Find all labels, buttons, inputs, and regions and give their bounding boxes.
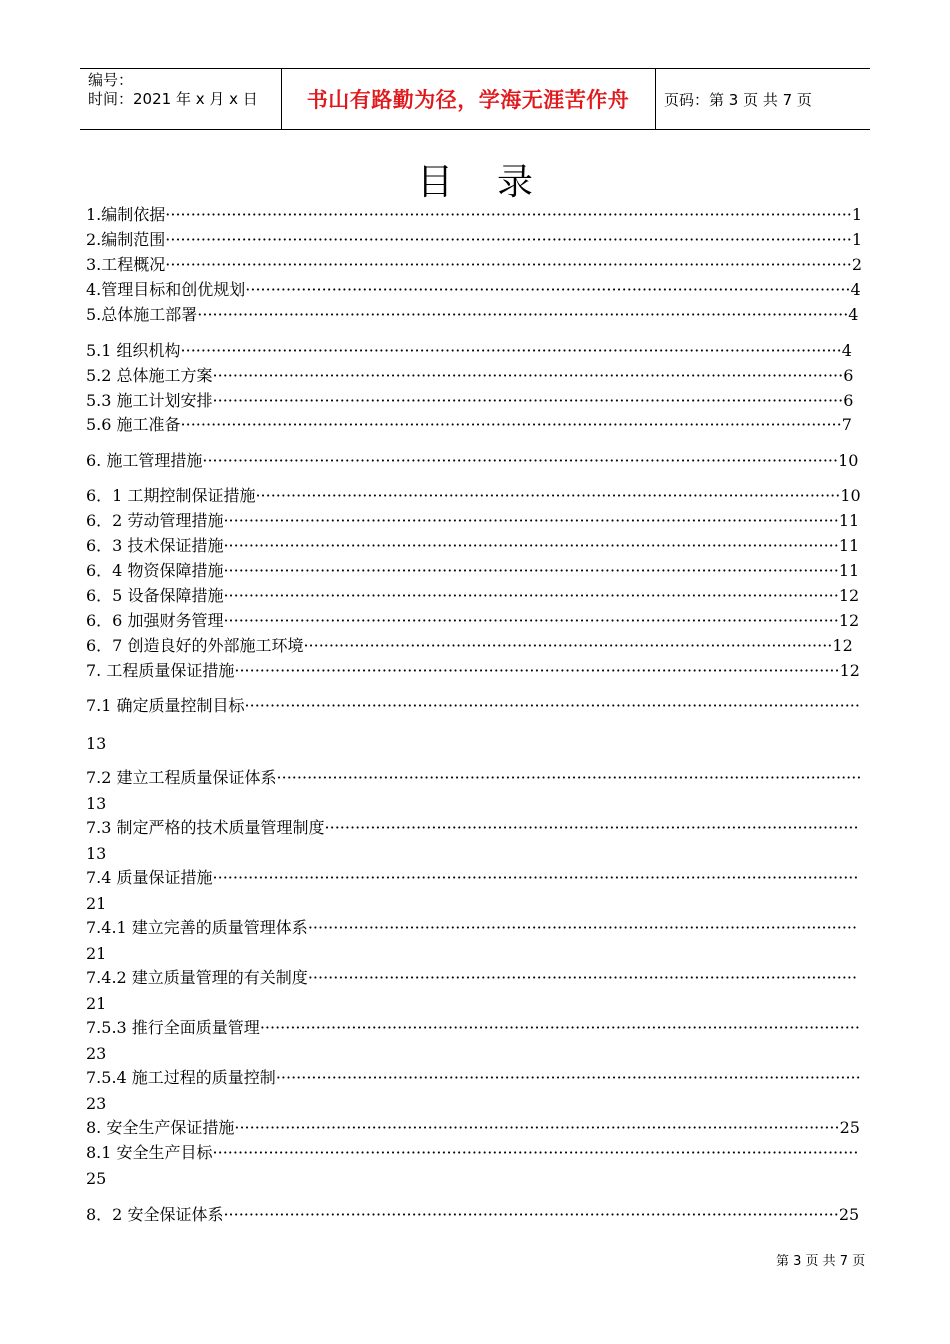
toc-leader-dots: ·························································································································	[223, 586, 839, 605]
toc-entry[interactable]	[86, 1068, 861, 1088]
toc-entry-title: 5.总体施工部署	[86, 305, 198, 324]
toc-entry[interactable]	[86, 918, 857, 938]
toc-leader-dots: ····························································································································	[212, 391, 844, 410]
toc-leader-dots: ·······················································································································	[234, 661, 840, 680]
toc-leader-dots: ·························································································································	[223, 611, 839, 630]
toc-entry-title: 7.4 质量保证措施	[86, 868, 213, 887]
toc-entry[interactable]	[86, 205, 862, 225]
toc-leader-dots: ···················································································································	[275, 1068, 861, 1087]
toc-leader-dots: ·························································································································	[223, 1205, 839, 1224]
toc-leader-dots: ··································································································································	[180, 341, 842, 360]
toc-leader-dots: ·······································································································································	[165, 255, 852, 274]
toc-entry-title: 4.管理目标和创优规划	[86, 280, 246, 299]
toc-entry-title: 7. 工程质量保证措施	[86, 661, 235, 680]
toc-entry-page: 23	[86, 1094, 107, 1113]
page-header	[80, 68, 870, 130]
toc-entry[interactable]	[86, 415, 852, 435]
doc-code-label: 编号：	[88, 71, 134, 89]
toc-entry-page: 10	[840, 486, 861, 505]
toc-entry[interactable]	[86, 586, 859, 606]
page-footer: 第 3 页 共 7 页	[776, 1254, 866, 1269]
toc-entry[interactable]	[86, 536, 859, 556]
header-left	[88, 71, 258, 109]
toc-entry-title: 5.6 施工准备	[86, 415, 181, 434]
toc-entry-title: 6．5 设备保障措施	[86, 586, 224, 605]
toc-leader-dots: ····························································································································	[212, 366, 844, 385]
toc-entry-page: 11	[838, 561, 860, 580]
toc-leader-dots: ············································································································	[307, 918, 858, 937]
toc-entry[interactable]	[86, 366, 853, 386]
toc-entry-title: 5.1 组织机构	[86, 341, 181, 360]
toc-entry-page: 10	[838, 451, 859, 470]
toc-leader-dots: ·······························································································································	[212, 1143, 859, 1162]
toc-entry-page: 4	[850, 280, 861, 299]
toc-entry[interactable]	[86, 280, 861, 300]
toc-entry-page: 4	[841, 341, 852, 360]
toc-entry-title: 6．7 创造良好的外部施工环境	[86, 636, 304, 655]
toc-entry-title: 2.编制范围	[86, 230, 166, 249]
header-divider	[655, 69, 656, 129]
toc-entry-title: 7.4.1 建立完善的质量管理体系	[86, 918, 308, 937]
toc-entry-page: 6	[843, 366, 854, 385]
toc-entry-page: 23	[86, 1044, 107, 1063]
toc-entry[interactable]	[86, 391, 853, 411]
toc-entry-title: 6．6 加强财务管理	[86, 611, 224, 630]
toc-entry[interactable]	[86, 696, 860, 716]
toc-entry-title: 6．2 劳动管理措施	[86, 511, 224, 530]
header-motto: 书山有路勤为径，学海无涯苦作舟	[306, 88, 630, 112]
toc-entry[interactable]	[86, 818, 859, 838]
toc-entry-page: 4	[848, 305, 859, 324]
toc-entry-page: 12	[839, 661, 860, 680]
toc-entry[interactable]	[86, 561, 859, 581]
toc-leader-dots: ············································································································	[307, 968, 858, 987]
toc-leader-dots: ···················································································································	[255, 486, 841, 505]
toc-entry-page: 25	[86, 1169, 107, 1188]
toc-entry-title: 7.2 建立工程质量保证体系	[86, 768, 277, 787]
toc-entry-page: 6	[843, 391, 854, 410]
toc-leader-dots: ···················································································································	[276, 768, 862, 787]
toc-entry[interactable]	[86, 661, 860, 681]
toc-entry-page: 7	[841, 415, 852, 434]
toc-entry-title: 5.2 总体施工方案	[86, 366, 213, 385]
toc-entry-title: 1.编制依据	[86, 205, 166, 224]
toc-entry[interactable]	[86, 636, 853, 656]
toc-leader-dots: ·······················································································································	[234, 1118, 840, 1137]
toc-entry[interactable]	[86, 341, 852, 361]
toc-leader-dots: ·······································································································································	[165, 205, 852, 224]
toc-entry-page: 21	[86, 944, 107, 963]
toc-entry-title: 8．2 安全保证体系	[86, 1205, 224, 1224]
toc-entry-title: 5.3 施工计划安排	[86, 391, 213, 410]
toc-entry[interactable]	[86, 1205, 859, 1225]
toc-entry-title: 6．3 技术保证措施	[86, 536, 224, 555]
toc-entry-title: 8. 安全生产保证措施	[86, 1118, 235, 1137]
toc-leader-dots: ·························································································································	[223, 511, 839, 530]
toc-entry[interactable]	[86, 230, 862, 250]
toc-leader-dots: ································································································································	[197, 305, 849, 324]
toc-entry-page: 21	[86, 994, 107, 1013]
toc-entry-page: 13	[86, 794, 107, 813]
toc-entry-page: 25	[838, 1205, 860, 1224]
toc-leader-dots: ·························································································································	[223, 561, 839, 580]
toc-entry-title: 7.1 确定质量控制目标	[86, 696, 245, 715]
toc-entry-title: 6．1 工期控制保证措施	[86, 486, 256, 505]
toc-entry[interactable]	[86, 1118, 860, 1138]
toc-leader-dots: ·········································································································	[324, 818, 859, 837]
toc-entry-title: 7.4.2 建立质量管理的有关制度	[86, 968, 308, 987]
toc-entry-page: 12	[838, 611, 860, 630]
doc-time-label: 时间：2021 年 x 月 x 日	[88, 90, 258, 108]
toc-leader-dots: ·······················································································································	[245, 280, 851, 299]
toc-entry-page: 12	[838, 586, 860, 605]
toc-leader-dots: ·························································································································	[223, 536, 839, 555]
toc-entry[interactable]	[86, 768, 861, 788]
toc-entry[interactable]	[86, 511, 859, 531]
toc-entry[interactable]	[86, 868, 858, 888]
toc-leader-dots: ·························································································································	[244, 696, 860, 715]
toc-entry-page: 13	[86, 734, 107, 753]
toc-leader-dots: ······················································································································	[259, 1018, 860, 1037]
toc-leader-dots: ·······································································································································	[165, 230, 852, 249]
toc-entry-page: 1	[851, 205, 863, 224]
toc-entry-page: 11	[838, 536, 860, 555]
toc-entry[interactable]	[86, 611, 859, 631]
toc-leader-dots: ········································································································	[303, 636, 833, 655]
toc-leader-dots: ·······························································································································	[212, 868, 859, 887]
toc-entry-title: 8.1 安全生产目标	[86, 1143, 213, 1162]
toc-entry[interactable]	[86, 305, 858, 325]
toc-entry[interactable]	[86, 1143, 858, 1163]
toc-entry-page: 13	[86, 844, 107, 863]
toc-entry-title: 7.5.3 推行全面质量管理	[86, 1018, 260, 1037]
toc-entry-title: 6. 施工管理措施	[86, 451, 203, 470]
toc-entry[interactable]	[86, 486, 861, 506]
toc-entry[interactable]	[86, 968, 857, 988]
toc-leader-dots: ·····························································································································	[202, 451, 839, 470]
toc-entry-title: 3.工程概况	[86, 255, 166, 274]
toc-leader-dots: ··································································································································	[180, 415, 842, 434]
page-title: 目录	[416, 162, 577, 203]
toc-entry-title: 7.3 制定严格的技术质量管理制度	[86, 818, 325, 837]
toc-entry-title: 7.5.4 施工过程的质量控制	[86, 1068, 276, 1087]
toc-entry-page: 1	[851, 230, 863, 249]
toc-entry-page: 12	[832, 636, 853, 655]
toc-entry-page: 11	[838, 511, 860, 530]
toc-entry[interactable]	[86, 451, 858, 471]
header-page-info: 页码：第 3 页 共 7 页	[664, 90, 812, 109]
toc-entry-title: 6．4 物资保障措施	[86, 561, 224, 580]
toc-entry[interactable]	[86, 1018, 860, 1038]
toc-entry-page: 21	[86, 894, 107, 913]
toc-entry[interactable]	[86, 255, 862, 275]
toc-entry-page: 2	[851, 255, 863, 274]
toc-entry-page: 25	[839, 1118, 860, 1137]
